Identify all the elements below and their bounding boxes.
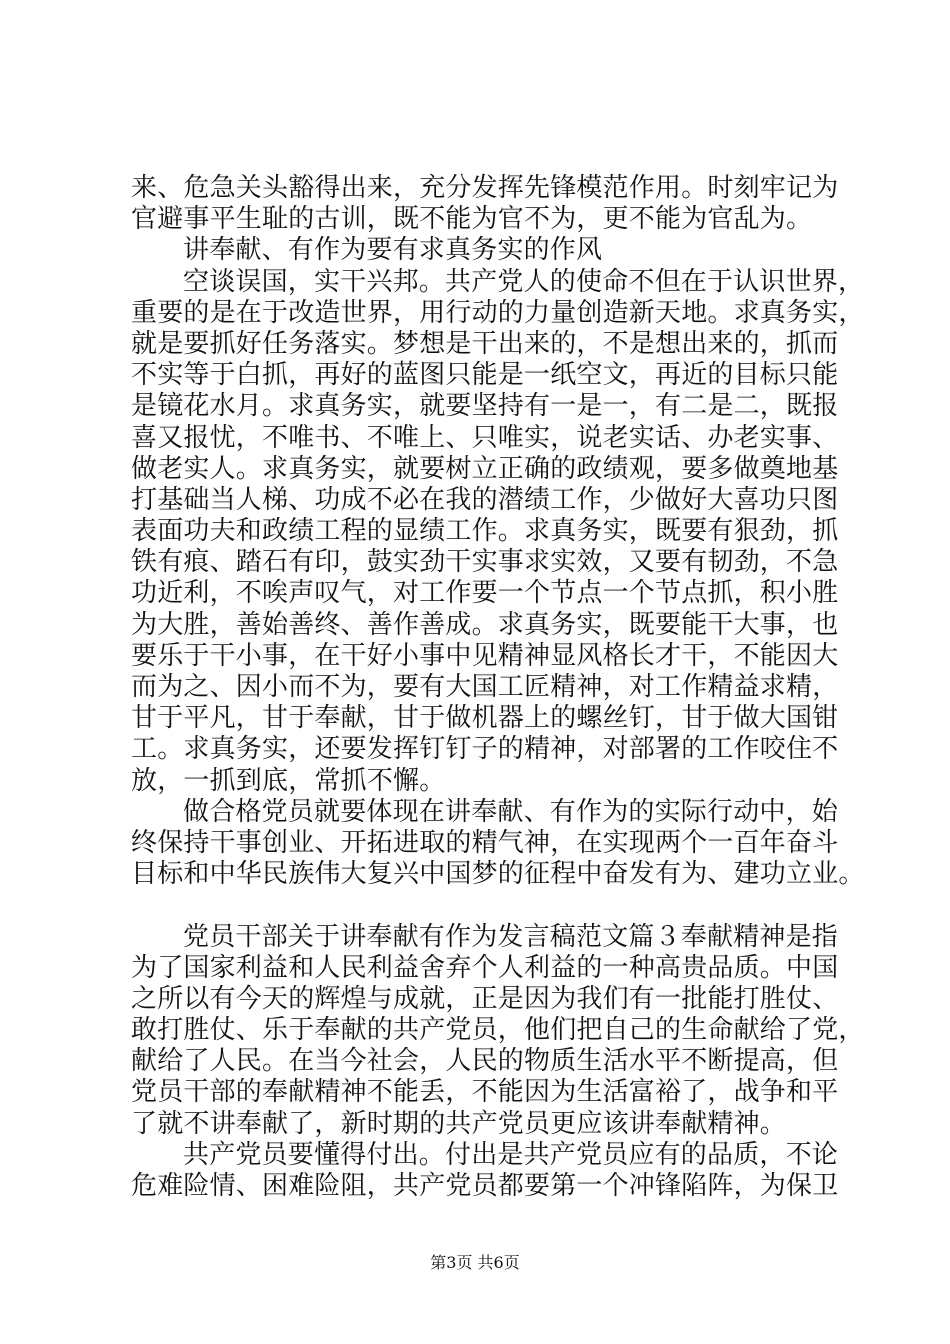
text-line: 工。求真务实，还要发挥钉钉子的精神，对部署的工作咬住不 (131, 734, 839, 765)
text-line: 做老实人。求真务实，就要树立正确的政绩观，要多做奠地基 (131, 453, 839, 484)
paragraph-gap (131, 890, 831, 921)
text-line: 为了国家利益和人民利益舍弃个人利益的一种高贵品质。中国 (131, 952, 839, 983)
text-line: 危难险情、困难险阻，共产党员都要第一个冲锋陷阵，为保卫 (131, 1171, 839, 1201)
text-line: 共产党员要懂得付出。付出是共产党员应有的品质，不论 (183, 1139, 839, 1170)
text-line: 党员干部的奉献精神不能丢，不能因为生活富裕了，战争和平 (131, 1077, 839, 1108)
text-line: 而为之、因小而不为，要有大国工匠精神，对工作精益求精， (131, 672, 839, 702)
text-line: 党员干部关于讲奉献有作为发言稿范文篇３奉献精神是指 (183, 921, 839, 952)
text-line: 是镜花水月。求真务实，就要坚持有一是一，有二是二，既报 (131, 391, 839, 422)
text-line: 来、危急关头豁得出来，充分发挥先锋模范作用。时刻牢记为 (131, 173, 839, 203)
section-heading: 讲奉献、有作为要有求真务实的作风 (183, 235, 603, 266)
text-line: 做合格党员就要体现在讲奉献、有作为的实际行动中，始 (183, 796, 839, 827)
page-footer (0, 1252, 950, 1274)
text-line: 了就不讲奉献了，新时期的共产党员更应该讲奉献精神。 (131, 1108, 787, 1139)
text-line: 功近利，不唉声叹气，对工作要一个节点一个节点抓，积小胜 (131, 578, 839, 609)
text-line: 为大胜，善始善终、善作善成。求真务实，既要能干大事，也 (131, 609, 839, 640)
text-line: 表面功夫和政绩工程的显绩工作。求真务实，既要有狠劲，抓 (131, 516, 839, 547)
text-line: 空谈误国，实干兴邦。共产党人的使命不但在于认识世界， (183, 266, 865, 297)
text-line: 就是要抓好任务落实。梦想是干出来的，不是想出来的，抓而 (131, 328, 839, 359)
text-line: 献给了人民。在当今社会，人民的物质生活水平不断提高，但 (131, 1046, 839, 1077)
text-line: 不实等于白抓，再好的蓝图只能是一纸空文，再近的目标只能 (131, 360, 839, 391)
text-line: 目标和中华民族伟大复兴中国梦的征程中奋发有为、建功立业。 (131, 859, 865, 890)
text-line: 放，一抓到底，常抓不懈。 (131, 765, 446, 796)
text-line: 敢打胜仗、乐于奉献的共产党员，他们把自己的生命献给了党， (131, 1015, 865, 1046)
text-line: 铁有痕、踏石有印，鼓实劲干实事求实效，又要有韧劲，不急 (131, 547, 839, 578)
text-line: 之所以有今天的辉煌与成就，正是因为我们有一批能打胜仗、 (131, 983, 839, 1014)
page-number-label: 第3页 共6页 (430, 1253, 520, 1272)
text-line: 重要的是在于改造世界，用行动的力量创造新天地。求真务实， (131, 297, 865, 328)
text-line: 官避事平生耻的古训，既不能为官不为，更不能为官乱为。 (131, 204, 813, 235)
document-body (131, 173, 865, 1202)
text-line: 终保持干事创业、开拓进取的精气神，在实现两个一百年奋斗 (131, 827, 839, 858)
text-line: 甘于平凡，甘于奉献，甘于做机器上的螺丝钉，甘于做大国钳 (131, 703, 839, 734)
text-line: 喜又报忧，不唯书、不唯上、只唯实，说老实话、办老实事、 (131, 422, 839, 453)
text-line: 要乐于干小事，在干好小事中见精神显风格长才干，不能因大 (131, 640, 839, 671)
text-line: 打基础当人梯、功成不必在我的潜绩工作，少做好大喜功只图 (131, 484, 839, 515)
